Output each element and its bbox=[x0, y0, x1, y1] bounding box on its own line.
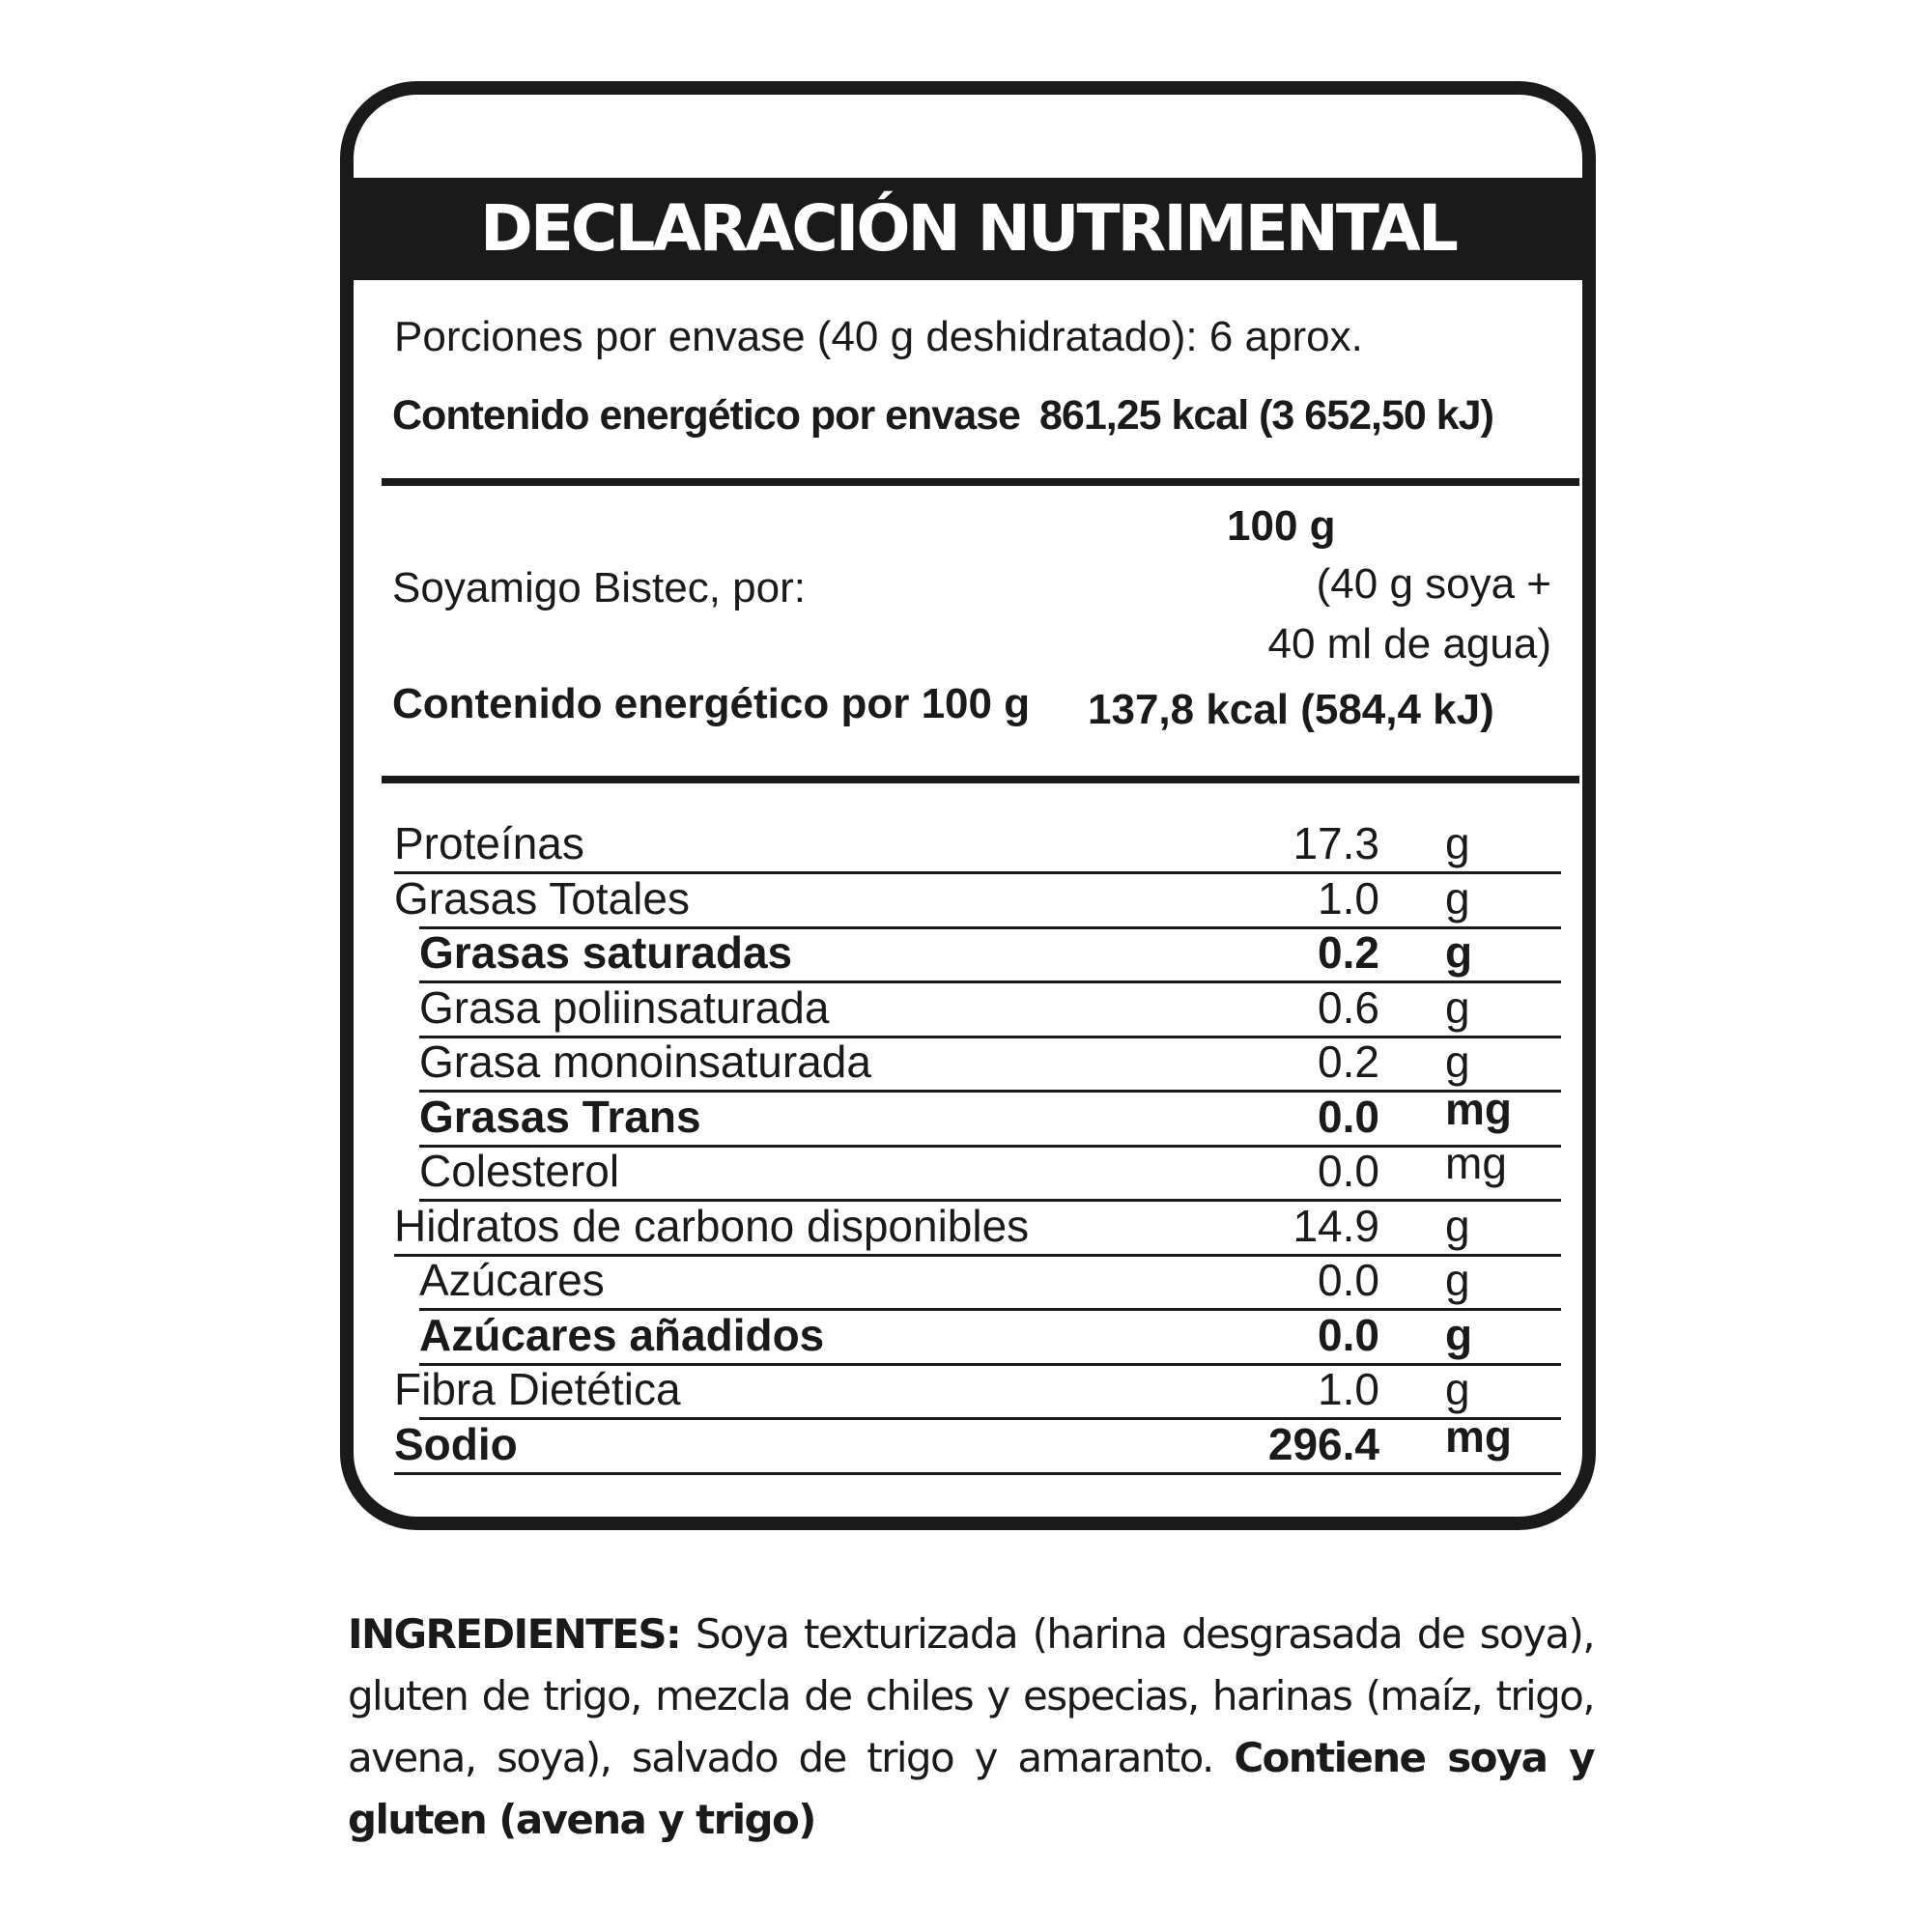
nutrient-row bbox=[354, 1083, 1582, 1145]
nutrient-name: Hidratos de carbono disponibles bbox=[394, 1200, 1030, 1251]
nutrient-row bbox=[354, 981, 1582, 1036]
portion-detail-1: (40 g soya + bbox=[1316, 560, 1551, 608]
nutrition-facts-panel bbox=[340, 81, 1596, 1530]
product-label: Soyamigo Bistec, por: bbox=[392, 564, 806, 611]
nutrient-row bbox=[354, 1254, 1582, 1308]
nutrient-value: 14.9 bbox=[1293, 1200, 1379, 1251]
panel-title: DECLARACIÓN NUTRIMENTAL bbox=[354, 178, 1582, 280]
nutrient-value: 0.0 bbox=[1318, 1146, 1379, 1196]
nutrient-name: Grasa monoinsaturada bbox=[419, 1037, 871, 1087]
nutrient-name: Azúcares añadidos bbox=[419, 1309, 825, 1360]
nutrient-value: 0.0 bbox=[1318, 1255, 1379, 1305]
nutrient-unit: g bbox=[1445, 981, 1470, 1033]
ingredients-text: Soya texturizada (harina desgrasada de soya), gluten de trigo, mezcla de chiles y especias, harinas (maíz, trigo, avena, soya), salvado de trigo y amaranto. bbox=[348, 1610, 1594, 1781]
nutrient-name: Azúcares bbox=[419, 1255, 605, 1305]
nutrient-row bbox=[354, 1363, 1582, 1417]
nutrient-value: 0.2 bbox=[1318, 1037, 1379, 1087]
nutrient-name: Grasas saturadas bbox=[419, 927, 793, 978]
portion-size: 100 g bbox=[1227, 502, 1336, 550]
nutrient-row bbox=[354, 1036, 1582, 1090]
nutrient-row bbox=[354, 926, 1582, 980]
energy-per-pack-value: 861,25 kcal (3 652,50 kJ) bbox=[1039, 392, 1493, 439]
energy-per-100g-label: Contenido energético por 100 g bbox=[392, 680, 1031, 727]
allergen-statement: Contiene soya y gluten (avena y trigo) bbox=[348, 1734, 1594, 1843]
nutrient-row bbox=[354, 1200, 1582, 1254]
servings-text: Porciones por envase (40 g deshidratado): 6 aprox. bbox=[394, 313, 1363, 360]
nutrient-unit: g bbox=[1445, 818, 1470, 868]
nutrient-unit: g bbox=[1445, 1255, 1470, 1305]
nutrient-unit: g bbox=[1445, 1309, 1473, 1360]
nutrient-unit: g bbox=[1445, 1200, 1470, 1251]
nutrient-name: Colesterol bbox=[419, 1146, 620, 1196]
nutrient-row bbox=[354, 1309, 1582, 1363]
nutrient-value: 0.2 bbox=[1318, 927, 1379, 978]
nutrient-name: Fibra Dietética bbox=[394, 1364, 681, 1414]
ingredients-label: INGREDIENTES: bbox=[348, 1610, 681, 1658]
divider bbox=[382, 478, 1579, 486]
nutrient-name: Grasa poliinsaturada bbox=[419, 981, 830, 1033]
nutrient-value: 1.0 bbox=[1318, 1364, 1379, 1414]
nutrient-name: Grasas Totales bbox=[394, 872, 690, 923]
nutrient-row bbox=[354, 1410, 1582, 1472]
nutrient-row bbox=[354, 872, 1582, 926]
nutrient-value: 296.4 bbox=[1267, 1418, 1379, 1469]
nutrient-value: 1.0 bbox=[1318, 872, 1379, 923]
nutrient-unit: g bbox=[1445, 1037, 1470, 1087]
nutrient-name: Grasas Trans bbox=[419, 1091, 701, 1142]
nutrient-name: Sodio bbox=[394, 1418, 518, 1469]
nutrient-unit: g bbox=[1445, 872, 1470, 923]
nutrient-value: 0.0 bbox=[1318, 1091, 1379, 1142]
portion-detail-2: 40 ml de agua) bbox=[1267, 620, 1551, 668]
nutrient-unit: g bbox=[1445, 1364, 1470, 1414]
energy-per-100g-value: 137,8 kcal (584,4 kJ) bbox=[1088, 686, 1494, 733]
nutrient-unit: g bbox=[1445, 927, 1473, 978]
nutrient-row bbox=[354, 817, 1582, 871]
nutrient-value: 17.3 bbox=[1293, 818, 1379, 868]
ingredients-block bbox=[348, 1604, 1594, 1851]
energy-per-pack-label: Contenido energético por envase bbox=[392, 392, 1020, 439]
row-divider bbox=[394, 1472, 1561, 1475]
nutrient-unit: mg bbox=[1445, 1138, 1507, 1188]
nutrient-value: 0.0 bbox=[1318, 1309, 1379, 1360]
nutrient-row bbox=[354, 1138, 1582, 1199]
nutrient-unit: mg bbox=[1445, 1083, 1512, 1134]
divider bbox=[382, 776, 1579, 783]
nutrient-value: 0.6 bbox=[1318, 981, 1379, 1033]
nutrient-name: Proteínas bbox=[394, 818, 584, 868]
nutrient-unit: mg bbox=[1445, 1410, 1512, 1462]
